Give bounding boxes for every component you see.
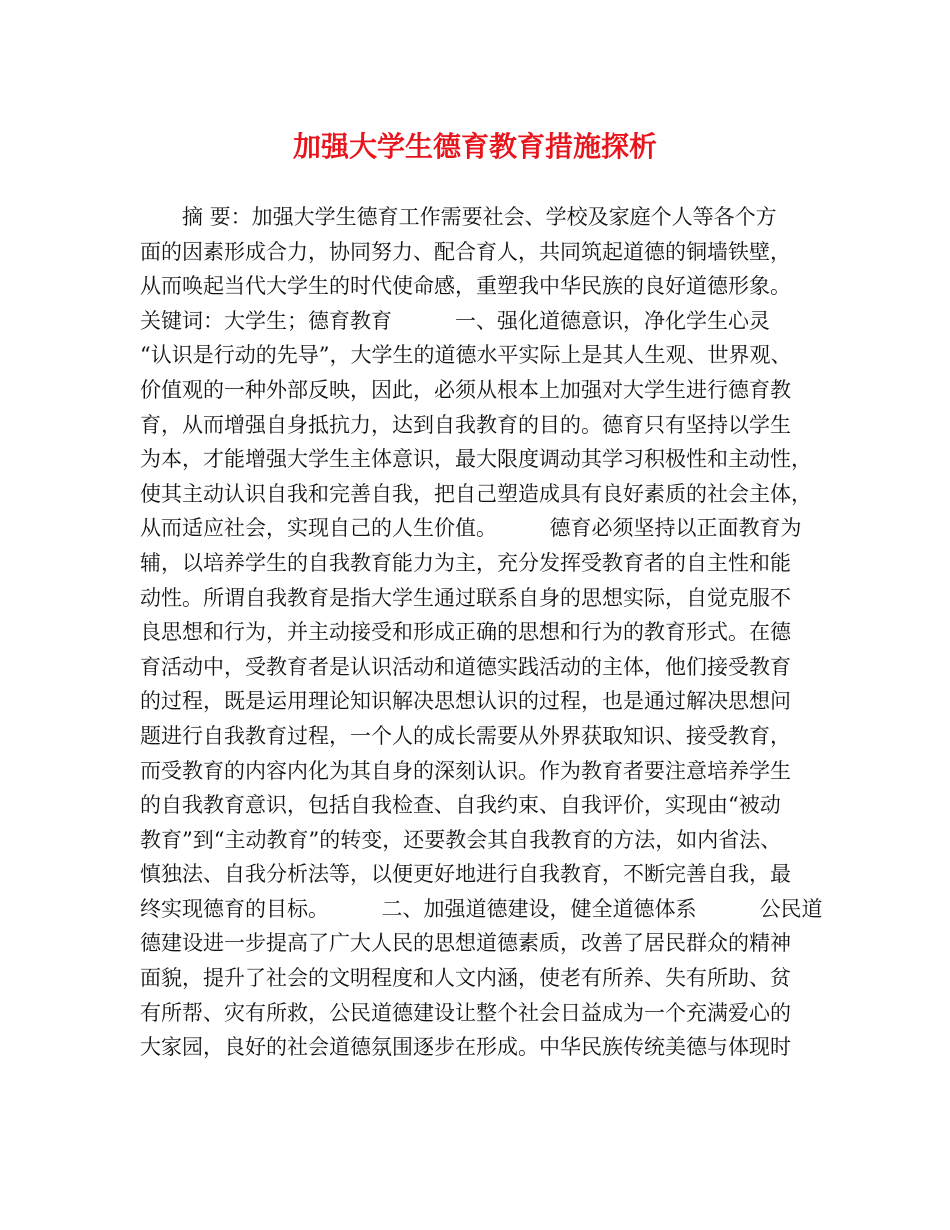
text-line: 的自我教育意识，包括自我检查、自我约束、自我评价，实现由“被动 — [140, 793, 781, 818]
text-line: 而受教育的内容内化为其自身的深刻认识。作为教育者要注意培养学生 — [140, 758, 791, 783]
text-line: 从而唤起当代大学生的时代使命感，重塑我中华民族的良好道德形象。 — [140, 274, 791, 299]
text-line: 从而适应社会，实现自己的人生价值。 德育必须坚持以正面教育为 — [140, 516, 802, 541]
text-line: 的过程，既是运用理论知识解决思想认识的过程，也是通过解决思想问 — [140, 689, 791, 714]
text-line: 面貌，提升了社会的文明程度和人文内涵，使老有所养、失有所助、贫 — [140, 966, 791, 991]
text-line: 育，从而增强自身抵抗力，达到自我教育的目的。德育只有坚持以学生 — [140, 412, 791, 437]
text-line: 大家园，良好的社会道德氛围逐步在形成。中华民族传统美德与体现时 — [140, 1035, 791, 1060]
text-line: 面的因素形成合力，协同努力、配合育人，共同筑起道德的铜墙铁壁， — [140, 239, 791, 264]
text-line: 育活动中，受教育者是认识活动和道德实践活动的主体，他们接受教育 — [140, 654, 791, 679]
text-line: 动性。所谓自我教育是指大学生通过联系自身的思想实际，自觉克服不 — [140, 585, 791, 610]
text-line: 慎独法、自我分析法等，以便更好地进行自我教育，不断完善自我，最 — [140, 862, 791, 887]
text-line: 教育”到“主动教育”的转变，还要教会其自我教育的方法，如内省法、 — [140, 827, 782, 852]
text-line: 题进行自我教育过程，一个人的成长需要从外界获取知识、接受教育， — [140, 723, 791, 748]
text-line: 德建设进一步提高了广大人民的思想道德素质，改善了居民群众的精神 — [140, 931, 791, 956]
document-title: 加强大学生德育教育措施探析 — [292, 130, 657, 163]
document-body — [140, 200, 840, 1065]
text-line: 有所帮、灾有所救，公民道德建设让整个社会日益成为一个充满爱心的 — [140, 1000, 791, 1025]
text-line: 关键词：大学生；德育教育 一、强化道德意识，净化学生心灵 — [140, 308, 770, 333]
text-line: “认识是行动的先导”，大学生的道德水平实际上是其人生观、世界观、 — [140, 343, 792, 368]
text-line: 辅，以培养学生的自我教育能力为主，充分发挥受教育者的自主性和能 — [140, 550, 791, 575]
text-line: 使其主动认识自我和完善自我，把自己塑造成具有良好素质的社会主体， — [140, 481, 812, 506]
text-line: 摘 要：加强大学生德育工作需要社会、学校及家庭个人等各个方 — [140, 205, 777, 229]
text-line: 终实现德育的目标。 二、加强道德建设，健全道德体系 公民道 — [140, 896, 823, 921]
text-line: 良思想和行为，并主动接受和形成正确的思想和行为的教育形式。在德 — [140, 620, 791, 645]
text-line: 为本，才能增强大学生主体意识，最大限度调动其学习积极性和主动性， — [140, 447, 812, 472]
text-line: 价值观的一种外部反映，因此，必须从根本上加强对大学生进行德育教 — [140, 377, 791, 402]
